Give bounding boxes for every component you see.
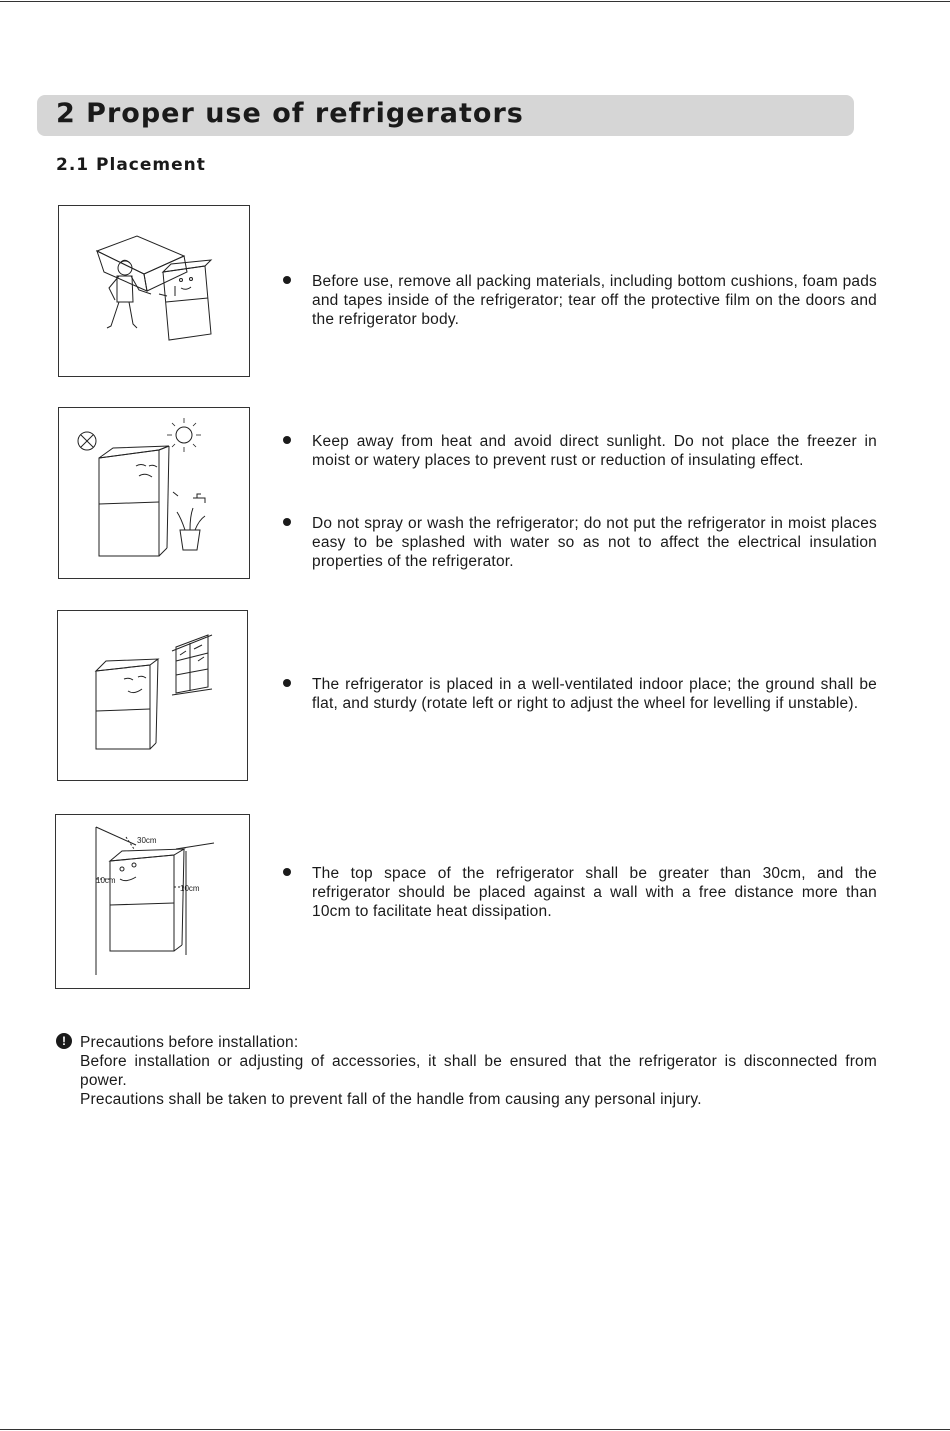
ventilation-illustration (58, 611, 247, 780)
figure-heat-water (58, 407, 250, 579)
bullet-dot (283, 518, 291, 526)
bullet-dot (283, 276, 291, 284)
space-top-label: 30cm (137, 836, 157, 845)
bottom-rule (0, 1429, 950, 1430)
bullet-text: Keep away from heat and avoid direct sunlight. Do not place the freezer in moist or watery places to prevent rust or reduction of insulating effect. (312, 433, 877, 469)
bullet-item-heat (283, 432, 877, 470)
notice-line-handle: Precautions shall be taken to prevent fall of the handle from causing any personal injury. (80, 1091, 702, 1108)
notice-line-power: Before installation or adjusting of accessories, it shall be ensured that the refrigerator is disconnected from power. (80, 1053, 877, 1089)
unpacking-illustration (59, 206, 249, 376)
bullet-dot (283, 868, 291, 876)
bullet-text: Before use, remove all packing materials, including bottom cushions, foam pads and tapes inside of the refrigerator; tear off the protective film on the doors and the refrigerator body. (312, 273, 877, 328)
subsection-title: 2.1 Placement (56, 155, 206, 175)
spacing-illustration (56, 815, 249, 988)
figure-spacing (55, 814, 250, 989)
bullet-text: The refrigerator is placed in a well-ventilated indoor place; the ground shall be flat, and sturdy (rotate left or right to adjust the wheel for levelling if unstable). (312, 676, 877, 712)
space-right-label: 10cm (180, 884, 200, 893)
figure-ventilation (57, 610, 248, 781)
bullet-dot (283, 436, 291, 444)
space-left-label: 10cm (96, 876, 116, 885)
bullet-text: The top space of the refrigerator shall be greater than 30cm, and the refrigerator should be placed against a wall with a free distance more than 10cm to facilitate heat dissipation. (312, 865, 877, 920)
precautions-notice (80, 1033, 877, 1109)
section-title: 2 Proper use of refrigerators (56, 98, 524, 129)
section-header-bar (37, 95, 854, 136)
bullet-text: Do not spray or wash the refrigerator; do not put the refrigerator in moist places easy to be splashed with water so as not to affect the electrical insulation properties of the refrigerator. (312, 515, 877, 570)
bullet-item-water (283, 514, 877, 571)
exclamation-circle-icon: ! (56, 1033, 72, 1049)
bullet-dot (283, 679, 291, 687)
bullet-item-ventilation (283, 675, 877, 713)
notice-heading: Precautions before installation: (80, 1034, 299, 1051)
figure-unpacking (58, 205, 250, 377)
bullet-item-unpacking (283, 272, 877, 329)
bullet-item-spacing (283, 864, 877, 921)
top-rule (0, 1, 950, 2)
heat-water-illustration (59, 408, 249, 578)
